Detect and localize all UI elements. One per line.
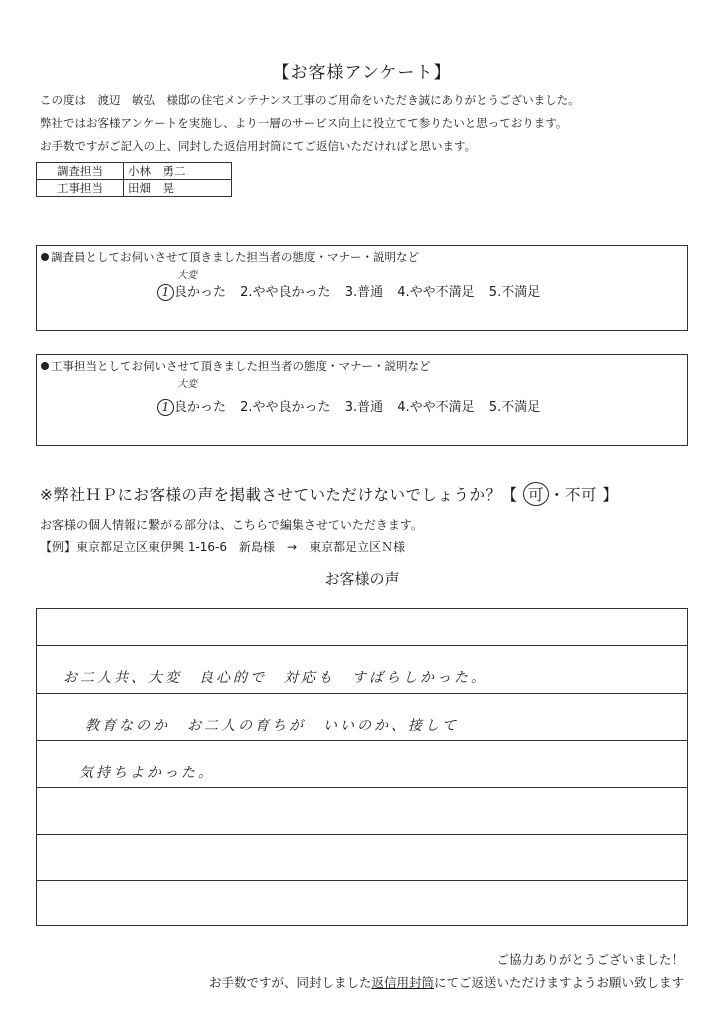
rating-option-5[interactable]: 5.不満足 — [488, 400, 541, 415]
intro-line-1: この度は 渡辺 敏弘 様邸の住宅メンテナンス工事のご用命をいただき誠にありがとうございました。 — [40, 93, 580, 107]
question-title: 調査員としてお伺いさせて頂きました担当者の態度・マナー・説明など — [51, 250, 419, 264]
survey-question-2 — [36, 354, 688, 446]
page-title: 【お客様アンケート】 — [272, 63, 452, 83]
staff-name: 小林 勇二 — [128, 164, 186, 178]
rating-option-2[interactable]: 2.やや良かった — [240, 400, 331, 415]
return-envelope-text: 返信用封筒 — [371, 975, 434, 990]
handwritten-note: 大変 — [177, 379, 197, 390]
rating-option-3[interactable]: 3.普通 — [344, 285, 384, 300]
circled-number: 1 — [157, 284, 174, 301]
rating-option-1[interactable]: 1 良かった — [157, 396, 226, 416]
choice-no[interactable]: 不可 — [564, 486, 597, 504]
rating-options — [157, 396, 550, 416]
writing-line — [37, 787, 687, 788]
writing-line — [37, 834, 687, 835]
footer-thanks: ご協力ありがとうございました！ — [496, 952, 684, 967]
rating-option-5[interactable]: 5.不満足 — [488, 285, 541, 300]
writing-line — [37, 740, 687, 741]
voice-line-2: 教育なのか お二人の育ちが いいのか、接して — [85, 718, 459, 734]
question-title: 工事担当としてお伺いさせて頂きました担当者の態度・マナー・説明など — [51, 359, 431, 373]
circled-number: 1 — [157, 399, 174, 416]
staff-table — [36, 162, 232, 197]
rating-option-3[interactable]: 3.普通 — [344, 400, 384, 415]
privacy-example: 【例】東京都足立区東伊興 1-16-6 新島様 → 東京都足立区Ｎ様 — [40, 540, 406, 554]
choice-yes[interactable]: 可 — [523, 482, 549, 506]
rating-option-4[interactable]: 4.やや不満足 — [397, 400, 475, 415]
rating-option-2[interactable]: 2.やや良かった — [240, 285, 331, 300]
rating-options — [157, 281, 550, 301]
staff-name: 田畑 晃 — [124, 180, 232, 197]
footer-note: お手数ですが、同封しました返信用封筒にてご返送いただけますようお願い致します — [208, 975, 684, 990]
hp-consent-question: ※弊社ＨＰにお客様の声を掲載させていただけないでしょうか？【 可 ・不可 】 — [40, 482, 618, 506]
staff-role: 調査担当 — [37, 163, 124, 180]
privacy-note: お客様の個人情報に繋がる部分は、こちらで編集させていただきます。 — [40, 518, 423, 532]
staff-role: 工事担当 — [37, 180, 124, 197]
writing-line — [37, 880, 687, 881]
handwritten-note: 大変 — [177, 270, 197, 281]
voice-line-1: お二人共、大変 良心的で 対応も すばらしかった。 — [63, 670, 488, 686]
voice-heading: お客様の声 — [324, 570, 400, 588]
bullet-icon — [41, 362, 49, 370]
hp-question-text: ※弊社ＨＰにお客様の声を掲載させていただけないでしょうか？【 — [40, 486, 518, 504]
voice-line-3: 気持ちよかった。 — [79, 765, 215, 781]
intro-line-3: お手数ですがご記入の上、同封した返信用封筒にてご返信いただければと思います。 — [40, 139, 477, 153]
staff-row — [37, 180, 232, 197]
rating-option-1[interactable]: 1 良かった — [157, 281, 226, 301]
customer-voice-box — [36, 608, 688, 926]
writing-line — [37, 693, 687, 694]
intro-line-2: 弊社ではお客様アンケートを実施し、より一層のサービス向上に役立てて参りたいと思っております。 — [40, 116, 568, 130]
bullet-icon — [41, 253, 49, 261]
writing-line — [37, 645, 687, 646]
rating-option-4[interactable]: 4.やや不満足 — [397, 285, 475, 300]
staff-row — [37, 163, 232, 180]
survey-question-1 — [36, 245, 688, 331]
